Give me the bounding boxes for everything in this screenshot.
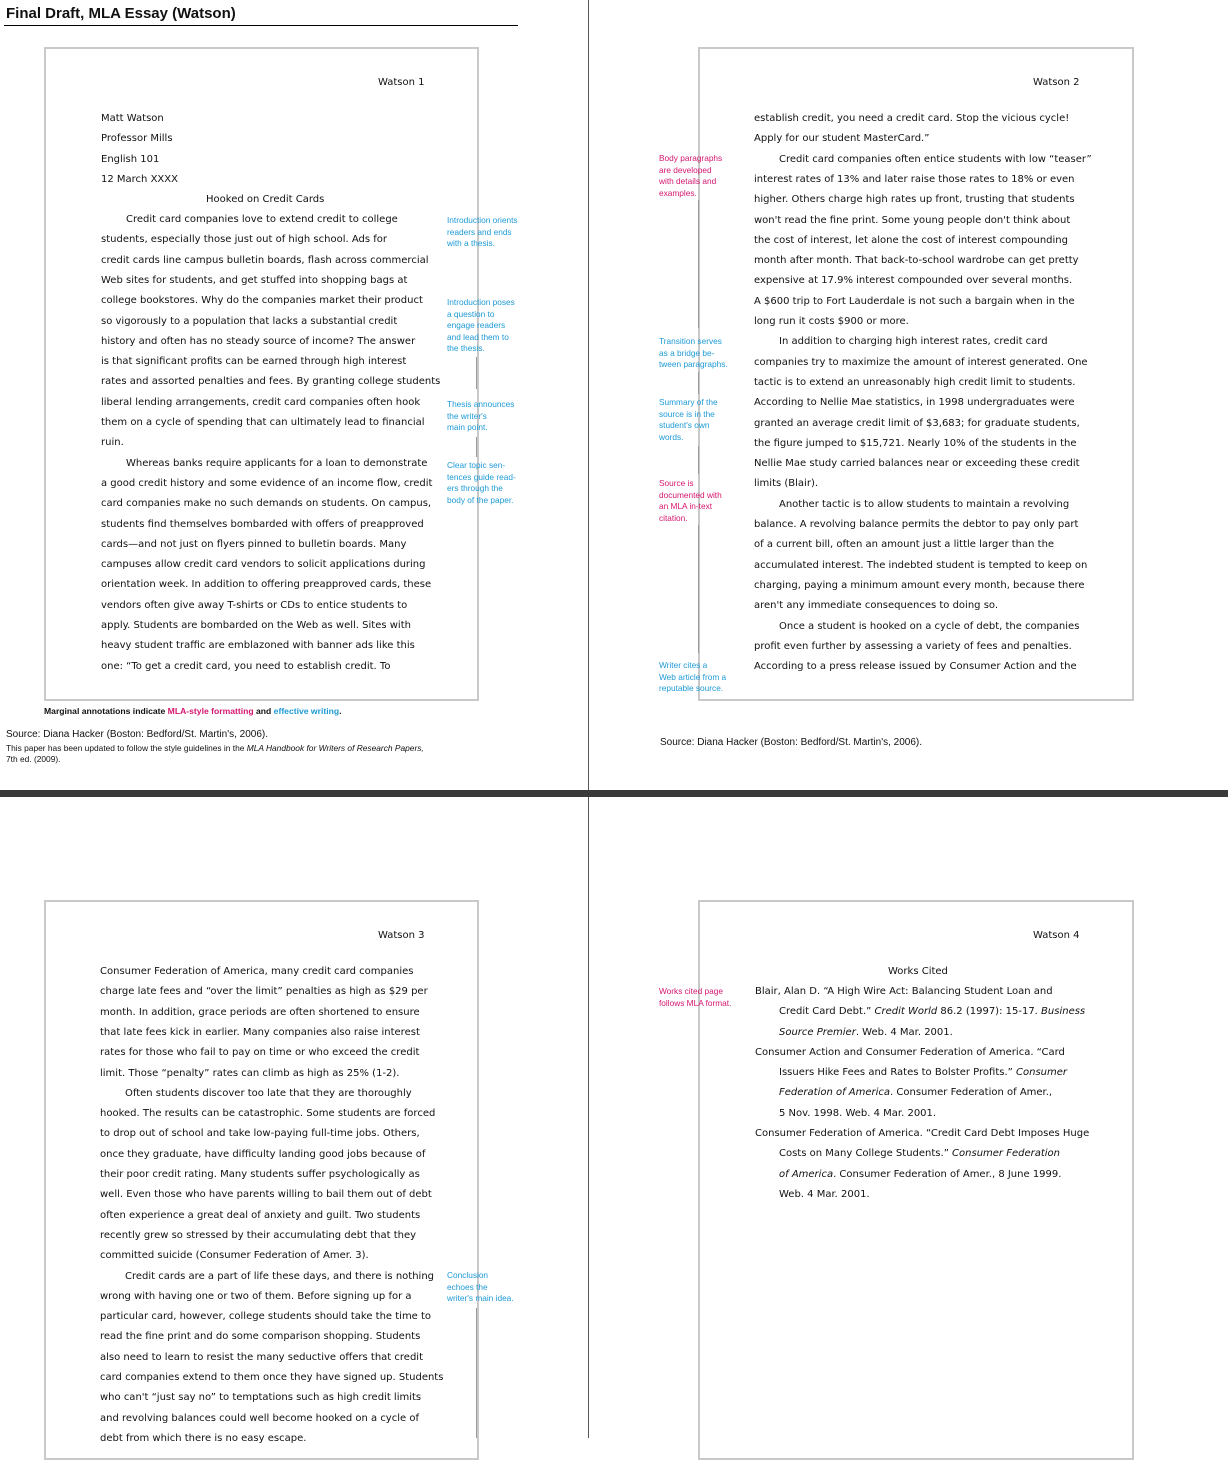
text-line: Credit card companies often entice students with low “teaser” xyxy=(779,153,1092,165)
heading-date: 12 March XXXX xyxy=(101,174,178,185)
text-line: Another tactic is to allow students to maintain a revolving xyxy=(779,498,1070,510)
text-line: balance. A revolving balance permits the debtor to pay only part xyxy=(754,519,1079,530)
text-line: establish credit, you need a credit card. Stop the vicious cycle! xyxy=(754,113,1070,124)
heading-name: Matt Watson xyxy=(101,113,164,124)
works-cited-entry-cont: Credit Card Debt.” Credit World 86.2 (1997): 15-17. Business xyxy=(779,1006,1086,1017)
page-2 xyxy=(698,47,1134,701)
text-line: Credit card companies love to extend credit to college xyxy=(126,214,398,225)
annotation-leader xyxy=(698,372,699,394)
text-line: profit even further by assessing a variety of fees and penalties. xyxy=(754,640,1072,652)
text-line: students, especially those just out of high school. Ads for xyxy=(101,234,387,246)
running-head: Watson 4 xyxy=(1033,930,1080,941)
text-line: Nellie Mae study carried balances near or exceeding these credit xyxy=(754,458,1080,470)
source-citation: Source: Diana Hacker (Boston: Bedford/St. Martin's, 2006). xyxy=(6,729,269,740)
text-line: card companies make no such demands on students. On campus, xyxy=(101,498,432,510)
text-line: companies try to maximize the amount of interest generated. One xyxy=(754,356,1088,368)
source-citation: Source: Diana Hacker (Boston: Bedford/St. Martin's, 2006). xyxy=(660,737,923,748)
works-cited-entry-cont: Federation of America. Consumer Federation of Amer., xyxy=(779,1087,1053,1098)
text-line: tactic is to extend an unreasonably high credit limit to students. xyxy=(754,376,1076,388)
margin-annotation: Body paragraphs are developed with details and examples. xyxy=(659,153,723,198)
annotation-leader xyxy=(698,525,699,653)
margin-annotation: Conclusion echoes the writer's main idea. xyxy=(447,1270,514,1303)
running-head: Watson 1 xyxy=(378,77,425,88)
text-line: so vigorously to a population that lacks a substantial credit xyxy=(101,315,398,327)
text-line: committed suicide (Consumer Federation of Amer. 3). xyxy=(100,1250,369,1262)
text-line: Web sites for students, and get stuffed into shopping bags at xyxy=(101,274,408,286)
text-line: interest rates of 13% and later raise those rates to 18% or even xyxy=(754,173,1075,185)
text-line: wrong with having one or two of them. Before signing up for a xyxy=(100,1290,412,1302)
text-line: credit cards line campus bulletin boards, flash across commercial xyxy=(101,254,429,266)
text-line: vendors often give away T-shirts or CDs to entice students to xyxy=(101,599,408,611)
text-line: read the fine print and do some comparison shopping. Students xyxy=(100,1331,421,1343)
text-line: college bookstores. Why do the companies market their product xyxy=(101,295,423,307)
text-line: Once a student is hooked on a cycle of debt, the companies xyxy=(779,620,1080,632)
heading-course: English 101 xyxy=(101,154,160,165)
works-cited-heading: Works Cited xyxy=(888,966,948,977)
text-line: the figure jumped to $15,721. Nearly 10% of the students in the xyxy=(754,437,1077,449)
works-cited-entry: Blair, Alan D. “A High Wire Act: Balancing Student Loan and xyxy=(755,986,1053,997)
works-cited-entry-cont: 5 Nov. 1998. Web. 4 Mar. 2001. xyxy=(779,1108,937,1119)
text-line: once they graduate, have difficulty landing good jobs because of xyxy=(100,1148,426,1160)
text-line: accumulated interest. The indebted student is tempted to keep on xyxy=(754,559,1088,571)
text-line: also need to learn to resist the many seductive offers that credit xyxy=(100,1351,423,1363)
text-line: of a current bill, often an amount just a little larger than the xyxy=(754,539,1055,551)
text-line: month. In addition, grace periods are often shortened to ensure xyxy=(100,1006,420,1018)
text-line: granted an average credit limit of $3,683; for graduate students, xyxy=(754,417,1080,429)
text-line: ruin. xyxy=(101,437,124,449)
works-cited-entry-cont: Issuers Hike Fees and Rates to Bolster Profits.” Consumer xyxy=(779,1067,1068,1078)
text-line: often experience a great deal of anxiety and guilt. Two students xyxy=(100,1209,421,1221)
text-line: rates for those who fail to pay on time or who exceed the credit xyxy=(100,1047,420,1059)
text-line: a good credit history and some evidence of an income flow, credit xyxy=(101,477,433,489)
annotation-leader xyxy=(698,446,699,474)
text-line: charge late fees and “over the limit” penalties as high as $29 per xyxy=(100,986,428,998)
margin-annotation: Clear topic sen- tences guide read- ers through the body of the paper. xyxy=(447,460,516,505)
works-cited-entry-cont: Costs on Many College Students.” Consumer Federation xyxy=(779,1148,1061,1159)
text-line: their poor credit rating. Many students suffer psychologically as xyxy=(100,1169,420,1180)
text-line: one: “To get a credit card, you need to establish credit. To xyxy=(101,660,391,672)
text-line: limits (Blair). xyxy=(754,478,819,490)
text-line: well. Even those who have parents willing to bail them out of debt xyxy=(100,1189,432,1201)
text-line: that late fees kick in earlier. Many companies also raise interest xyxy=(100,1026,420,1038)
text-line: Credit cards are a part of life these days, and there is nothing xyxy=(125,1270,435,1282)
text-line: cards—and not just on flyers pinned to bulletin boards. Many xyxy=(101,538,407,550)
text-line: hooked. The results can be catastrophic. Some students are forced xyxy=(100,1108,436,1120)
margin-annotation: Summary of the source is in the student's own words. xyxy=(659,397,718,442)
text-line: month after month. That back-to-school wardrobe can get pretty xyxy=(754,255,1079,267)
works-cited-entry-cont: Source Premier. Web. 4 Mar. 2001. xyxy=(779,1027,953,1038)
text-line: who can't “just say no” to temptations such as high credit limits xyxy=(100,1392,422,1404)
works-cited-entry: Consumer Action and Consumer Federation of America. “Card xyxy=(755,1047,1065,1058)
text-line: campuses allow credit card vendors to solicit applications during xyxy=(101,559,426,571)
margin-annotation: Introduction poses a question to engage readers and lead them to the thesis. xyxy=(447,297,515,353)
text-line: card companies extend to them once they have signed up. Students xyxy=(100,1372,444,1383)
text-line: Consumer Federation of America, many credit card companies xyxy=(100,966,414,977)
margin-annotation: Source is documented with an MLA in-text citation. xyxy=(659,478,722,523)
margin-annotation: Introduction orients readers and ends with a thesis. xyxy=(447,215,518,248)
page-4 xyxy=(698,900,1134,1460)
works-cited-entry-cont: of America. Consumer Federation of Amer., 8 June 1999. xyxy=(779,1169,1062,1180)
annotation-leader xyxy=(698,200,699,328)
text-line: In addition to charging high interest rates, credit card xyxy=(779,336,1048,348)
text-line: A $600 trip to Fort Lauderdale is not such a bargain when in the xyxy=(754,295,1075,307)
page-3 xyxy=(44,900,514,1460)
annotation-leader xyxy=(476,437,477,457)
running-head: Watson 2 xyxy=(1033,77,1080,88)
text-line: orientation week. In addition to offering preapproved cards, these xyxy=(101,579,432,591)
text-line: Often students discover too late that they are thoroughly xyxy=(125,1087,412,1099)
text-line: Apply for our student MasterCard.” xyxy=(754,133,930,145)
vertical-divider xyxy=(588,0,589,1438)
text-line: higher. Others charge high rates up front, trusting that students xyxy=(754,194,1075,206)
text-line: According to Nellie Mae statistics, in 1998 undergraduates were xyxy=(754,397,1075,409)
text-line: limit. Those “penalty” rates can climb as high as 25% (1-2). xyxy=(100,1067,400,1079)
text-line: particular card, however, college students should take the time to xyxy=(100,1311,432,1323)
running-head: Watson 3 xyxy=(378,930,425,941)
text-line: students find themselves bombarded with offers of preapproved xyxy=(101,518,424,530)
margin-annotation: Writer cites a Web article from a reputable source. xyxy=(659,660,727,693)
margin-annotation: Works cited page follows MLA format. xyxy=(659,986,732,1008)
text-line: According to a press release issued by Consumer Action and the xyxy=(754,661,1077,673)
text-line: charging, paying a minimum amount every month, because there xyxy=(754,579,1085,591)
text-line: rates and assorted penalties and fees. By granting college students xyxy=(101,376,441,388)
text-line: history and often has no steady source of income? The answer xyxy=(101,335,416,347)
text-line: heavy student traffic are emblazoned with banner ads like this xyxy=(101,640,415,652)
text-line: the cost of interest, let alone the cost of interest compounding xyxy=(754,234,1068,246)
horizontal-divider xyxy=(0,790,1228,797)
text-line: long run it costs $900 or more. xyxy=(754,316,909,327)
text-line: debt from which there is no easy escape. xyxy=(100,1432,307,1444)
text-line: won't read the fine print. Some young people don't think about xyxy=(754,214,1071,226)
text-line: is that significant profits can be earned through high interest xyxy=(101,356,407,368)
page-1 xyxy=(44,47,518,701)
works-cited-entry-cont: Web. 4 Mar. 2001. xyxy=(779,1189,870,1200)
heading-professor: Professor Mills xyxy=(101,133,173,144)
essay-title: Hooked on Credit Cards xyxy=(206,194,325,205)
margin-annotation: Transition serves as a bridge be- tween paragraphs. xyxy=(659,336,728,369)
update-note: This paper has been updated to follow the style guidelines in the MLA Handbook for Writers of Research Papers, 7th ed. (2009). xyxy=(6,743,424,764)
text-line: recently grew so stressed by their accumulating debt that they xyxy=(100,1229,417,1241)
document-title: Final Draft, MLA Essay (Watson) xyxy=(6,5,236,22)
works-cited-entry: Consumer Federation of America. “Credit Card Debt Imposes Huge xyxy=(755,1128,1090,1139)
text-line: and revolving balances could well become hooked on a cycle of xyxy=(100,1412,419,1424)
text-line: them on a cycle of spending that can ultimately lead to financial xyxy=(101,417,425,428)
annotation-legend: Marginal annotations indicate MLA-style formatting and effective writing. xyxy=(44,706,342,716)
text-line: to drop out of school and take low-paying full-time jobs. Others, xyxy=(100,1128,420,1140)
text-line: Whereas banks require applicants for a loan to demonstrate xyxy=(126,457,428,469)
margin-annotation: Thesis announces the writer's main point. xyxy=(447,399,515,432)
text-line: aren't any immediate consequences to doing so. xyxy=(754,600,999,612)
title-underline xyxy=(4,25,518,26)
text-line: liberal lending arrangements, credit card companies often hook xyxy=(101,396,421,408)
text-line: expensive at 17.9% interest compounded over several months. xyxy=(754,275,1073,287)
annotation-leader xyxy=(476,357,477,389)
text-line: apply. Students are bombarded on the Web as well. Sites with xyxy=(101,620,411,631)
annotation-leader xyxy=(476,1308,477,1438)
